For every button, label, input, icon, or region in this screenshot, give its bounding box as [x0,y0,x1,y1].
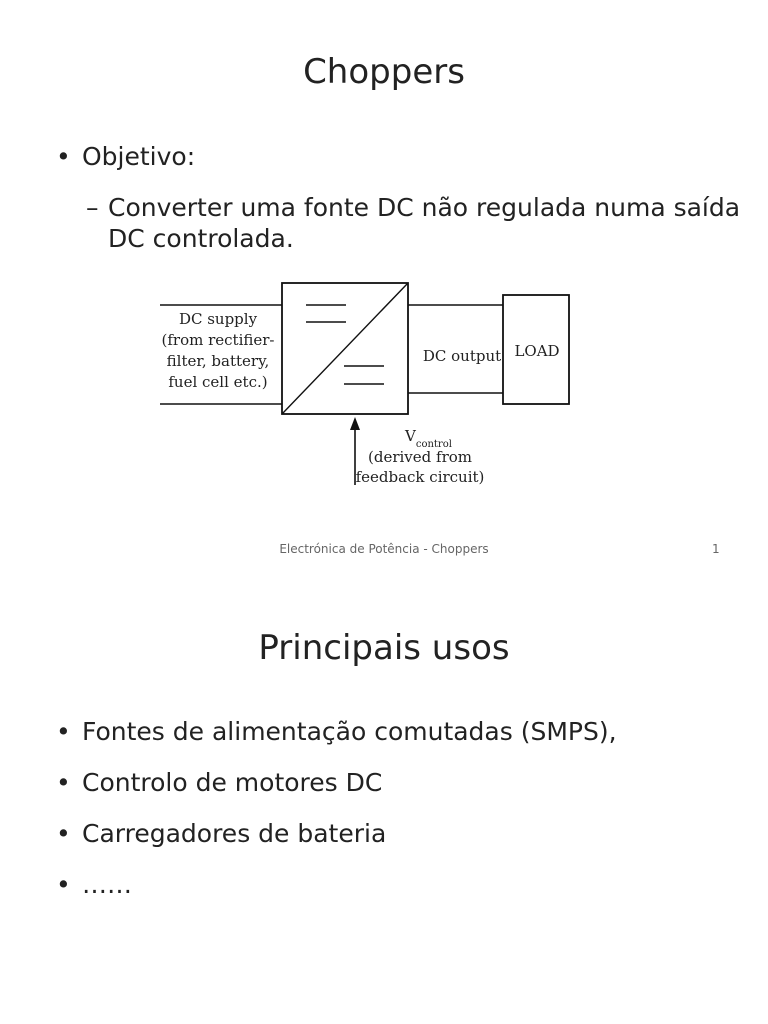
bullet-uso-2-text: Controlo de motores DC [82,768,383,797]
bullet-objetivo [56,142,195,171]
bullet-objetivo-text: Objetivo: [82,142,196,171]
load-label: LOAD [514,342,560,360]
vcontrol-label: $V_{control}$ [405,427,452,450]
bullet-uso-3-text: Carregadores de bateria [82,819,387,848]
slide-2 [0,580,768,1024]
slide-page-number: 1 [712,542,720,556]
slide-footer: Electrónica de Potência - Choppers [279,542,489,556]
bullet-uso-1 [56,717,617,746]
bullet-dot: • [56,819,71,848]
bullet-dot: • [56,717,71,746]
bullet-dot: • [56,870,71,899]
bullet-dot: • [56,142,71,171]
supply-label-1: DC supply [178,310,258,328]
sub-bullet-line-2: DC controlada. [108,224,294,253]
sub-bullet [86,192,740,254]
bullet-uso-4 [56,870,132,899]
supply-label-3: filter, battery, [166,352,270,370]
control-label-1: (derived from [368,448,472,466]
bullet-uso-4-text: …… [82,870,132,899]
chopper-block-diagram [160,265,635,527]
supply-label-4: fuel cell etc.) [168,373,268,391]
dc-output-label: DC output [422,347,502,365]
bullet-uso-2 [56,768,382,797]
slide-2-title: Principais usos [258,628,510,668]
sub-bullet-line-1: Converter uma fonte DC não regulada numa saída [108,193,741,222]
supply-label-2: (from rectifier- [161,331,275,349]
sub-bullet-dash: – [86,193,99,222]
chopper-diagonal [282,283,408,414]
control-label-2: feedback circuit) [355,468,485,486]
control-arrow-head [350,417,360,430]
bullet-uso-1-text: Fontes de alimentação comutadas (SMPS), [82,717,617,746]
bullet-uso-3 [56,819,386,848]
slide-1-title: Choppers [303,52,465,92]
bullet-dot: • [56,768,71,797]
